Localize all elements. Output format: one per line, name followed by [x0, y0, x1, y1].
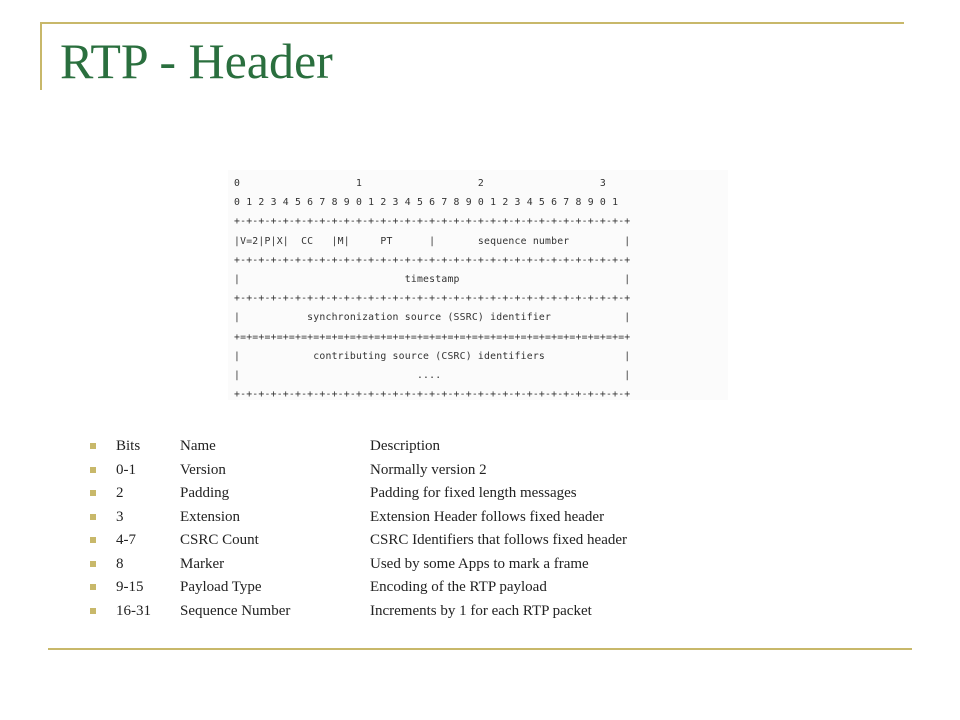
field-name: Payload Type — [180, 579, 262, 595]
field-bits: 0-1 — [116, 461, 136, 478]
field-bits: Bits — [116, 438, 141, 454]
square-bullet-icon — [90, 514, 96, 520]
field-bits: 16-31 — [116, 602, 151, 619]
square-bullet-icon — [90, 608, 96, 614]
field-description: Used by some Apps to mark a frame — [370, 555, 589, 572]
top-border-rule — [40, 22, 904, 24]
field-description: Description — [370, 438, 440, 454]
square-bullet-icon — [90, 561, 96, 567]
square-bullet-icon — [90, 537, 96, 543]
square-bullet-icon — [90, 490, 96, 496]
field-name: Padding — [180, 485, 230, 501]
field-description: Extension Header follows fixed header — [370, 508, 605, 525]
field-description: Increments by 1 for each RTP packet — [370, 602, 592, 619]
field-name: CSRC Count — [180, 532, 259, 548]
field-bits: 2 — [116, 485, 124, 501]
square-bullet-icon — [90, 443, 96, 449]
field-name: Version — [180, 461, 226, 478]
square-bullet-icon — [90, 467, 96, 473]
field-name: Extension — [180, 508, 240, 525]
rtp-header-diagram — [228, 170, 728, 400]
rtp-header-diagram-text: 0 1 2 3 0 1 2 3 4 5 6 7 8 9 0 1 2 3 4 5 6 7 8 9 0 1 2 3 4 5 6 7 8 9 0 1 +-+-+-+-+-+-+-+-+-+-+-+-+-+-+-+-+-+-+-+-+-+-+-+-+-+-+-+-+-+-+-+-+ |V=2|P|X| CC |M| PT | sequence number | +-+-+-+-+-+-+-+-+-+-+-+-+-+-+-+-+-+-+-+-+-+-+-+-+-+-+-+-+-+-+-+-+ | timestamp | +-+-+-+-+-+-+-+-+-+-+-+-+-+-+-+-+-+-+-+-+-+-+-+-+-+-+-+-+-+-+-+-+ | synchronization source (SSRC) identifier | +=+=+=+=+=+=+=+=+=+=+=+=+=+=+=+=+=+=+=+=+=+=+=+=+=+=+=+=+=+=+=+=+ | contributing source (CSRC) identifiers | | .... | +-+-+-+-+-+-+-+-+-+-+-+-+-+-+-+-+-+-+-+-+-+-+-+-+-+-+-+-+-+-+-+-+ — [234, 178, 631, 401]
field-bits: 9-15 — [116, 579, 144, 595]
field-bits: 8 — [116, 555, 124, 572]
field-bits: 3 — [116, 508, 124, 525]
field-name: Name — [180, 438, 216, 454]
left-border-rule — [40, 22, 42, 90]
square-bullet-icon — [90, 584, 96, 590]
bottom-border-rule — [48, 648, 912, 650]
field-description: Normally version 2 — [370, 461, 487, 478]
field-description: CSRC Identifiers that follows fixed header — [370, 532, 628, 548]
field-name: Marker — [180, 555, 225, 572]
field-description: Encoding of the RTP payload — [370, 579, 547, 595]
slide-title: RTP - Header — [60, 33, 333, 89]
field-description: Padding for fixed length messages — [370, 485, 577, 501]
field-name: Sequence Number — [180, 602, 291, 619]
field-bits: 4-7 — [116, 532, 136, 548]
